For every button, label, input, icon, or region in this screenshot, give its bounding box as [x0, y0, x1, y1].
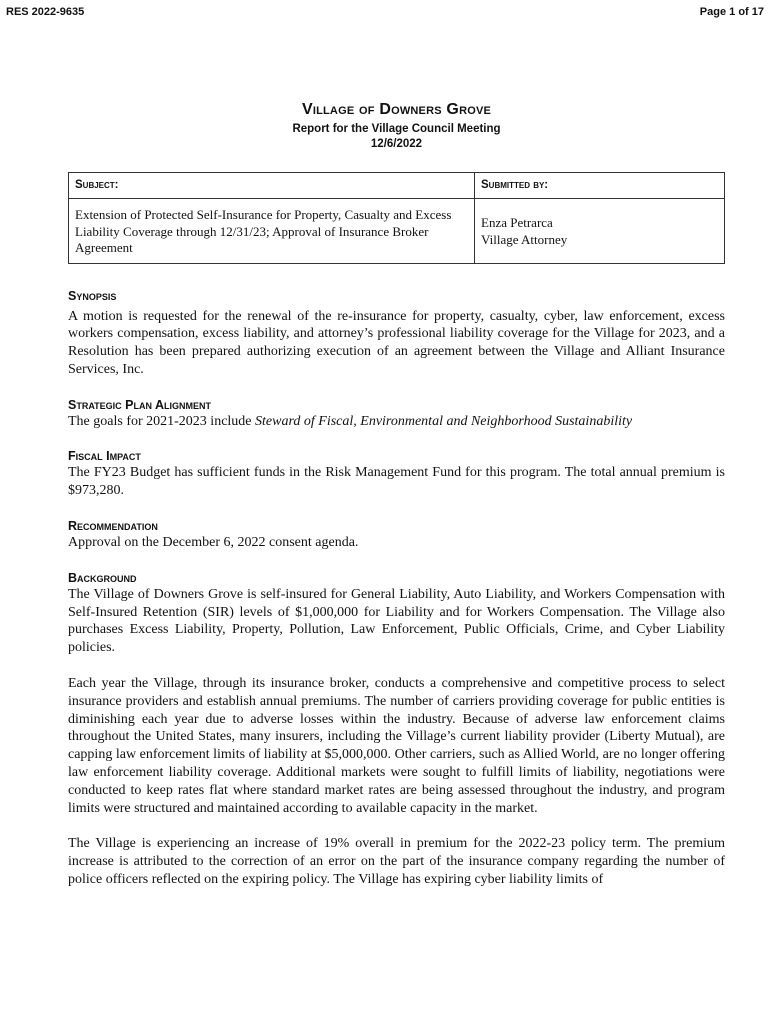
background-paragraph-3: The Village is experiencing an increase of 19% overall in premium for the 2022-23 policy term. The premium increase is attributed to the correction of an error on the part of the insurance company regarding the number of police officers reflected on the expiring policy. The Village has expiring cyber liability limits of — [68, 836, 725, 888]
strategic-text — [68, 413, 725, 431]
strategic-text-prefix: The goals for 2021-2023 include — [68, 413, 256, 429]
report-date: 12/6/2022 — [370, 138, 423, 150]
recommendation-section — [68, 518, 725, 552]
document-body — [68, 100, 725, 889]
strategic-heading: Strategic Plan Alignment — [68, 397, 212, 412]
title-block — [68, 100, 725, 152]
background-paragraph-1: The Village of Downers Grove is self-insured for General Liability, Auto Liability, and Workers Compensation with Self-Insured Retention (SIR) levels of $1,000,000 for Liability and for Workers Compensation. The Village also purchases Excess Liability, Property, Pollution, Law Enforcement, Public Officials, Crime, and Cyber Liability policies. — [68, 586, 725, 656]
submitter-name: Enza Petrarca — [481, 215, 553, 230]
report-title: Village of Downers Grove — [301, 101, 492, 118]
synopsis-heading: Synopsis — [68, 288, 117, 303]
subject-table — [68, 172, 725, 264]
subject-header: Subject: — [69, 173, 475, 199]
recommendation-heading: Recommendation — [68, 519, 158, 534]
strategic-section — [68, 397, 725, 431]
fiscal-text: The FY23 Budget has sufficient funds in the Risk Management Fund for this program. The total annual premium is $973,280. — [68, 465, 725, 499]
background-heading: Background — [68, 570, 137, 585]
synopsis-section — [68, 288, 725, 379]
page-header — [0, 0, 770, 24]
synopsis-text: A motion is requested for the renewal of the re-insurance for property, casualty, cyber, law enforcement, excess workers compensation, excess liability, and attorney’s professional liability coverage for the Village for 2023, and a Resolution has been prepared authorizing execution of an agreement between the Village and Alliant Insurance Services, Inc. — [68, 308, 725, 377]
fiscal-heading: Fiscal Impact — [68, 449, 141, 464]
fiscal-section — [68, 448, 725, 500]
recommendation-text: Approval on the December 6, 2022 consent agenda. — [68, 535, 359, 551]
strategic-goal: Steward of Fiscal, Environmental and Neighborhood Sustainability — [255, 413, 633, 429]
submitter-cell — [475, 199, 725, 264]
submitter-title: Village Attorney — [481, 231, 568, 247]
subject-text: Extension of Protected Self-Insurance for Property, Casualty and Excess Liability Coverage through 12/31/23; Approval of Insurance Broker Agreement — [69, 199, 475, 264]
report-subtitle: Report for the Village Council Meeting — [292, 123, 501, 135]
background-section — [68, 570, 725, 889]
document-id: RES 2022-9635 — [6, 6, 85, 18]
background-paragraph-2: Each year the Village, through its insurance broker, conducts a comprehensive and competitive process to select insurance providers and establish annual premiums. The number of carriers providing coverage for public entities is diminishing each year due to adverse losses within the industry. Because of adverse law enforcement claims throughout the United States, many insurers, including the Village’s current liability provider (Liberty Mutual), are capping law enforcement limits of liability at $5,000,000. Other carriers, such as Allied World, are no longer offering law enforcement liability coverage. Additional markets were sought to fulfill limits of liability, negotiations were conducted to keep rates flat where standard market rates are being assessed throughout the industry, and program limits were structured and maintained according to available capacity in the market. — [68, 676, 725, 816]
submitted-by-header: Submitted by: — [475, 173, 725, 199]
page-number: Page 1 of 17 — [699, 6, 764, 18]
